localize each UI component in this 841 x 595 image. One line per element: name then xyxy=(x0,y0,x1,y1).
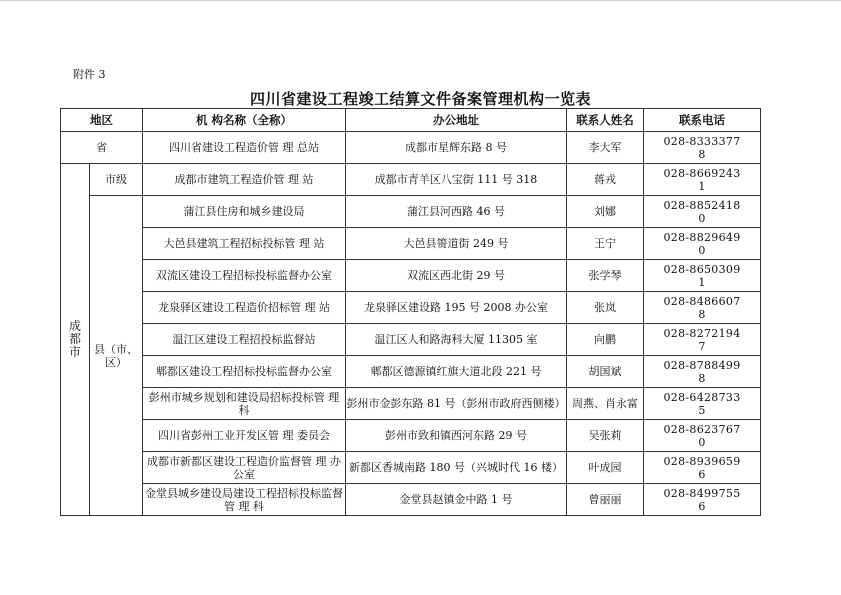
phone-line: 5 xyxy=(698,403,706,417)
org-name-cell: 彭州市城乡规划和建设局招标投标管 理 科 xyxy=(143,388,346,420)
phone-line: 028-8852418 xyxy=(663,198,741,212)
table-row xyxy=(61,292,761,324)
phone-line: 6 xyxy=(698,467,706,481)
table-row xyxy=(61,260,761,292)
region-city-label: 成都市 xyxy=(69,319,82,359)
agency-table xyxy=(60,108,761,516)
phone-line: 028-8788499 xyxy=(663,358,741,372)
header-org-name: 机 构名称（全称） xyxy=(143,109,346,132)
org-name-cell: 四川省建设工程造价管 理 总站 xyxy=(143,132,346,164)
phone-cell xyxy=(644,196,761,228)
table-row xyxy=(61,484,761,516)
top-border-line xyxy=(0,0,841,1)
org-name-cell: 双流区建设工程招标投标监督办公室 xyxy=(143,260,346,292)
contact-cell: 王宁 xyxy=(567,228,644,260)
contact-cell: 吴张莉 xyxy=(567,420,644,452)
org-name-cell: 蒲江县住房和城乡建设局 xyxy=(143,196,346,228)
address-cell: 金堂县赵镇金中路 1 号 xyxy=(346,484,567,516)
phone-cell xyxy=(644,388,761,420)
phone-line: 028-8623767 xyxy=(663,422,741,436)
org-name-cell: 成都市新都区建设工程造价监督管 理 办公室 xyxy=(143,452,346,484)
phone-cell xyxy=(644,228,761,260)
org-name-cell: 金堂县城乡建设局建设工程招标投标监督管 理 科 xyxy=(143,484,346,516)
org-name-cell: 大邑县建筑工程招标投标管 理 站 xyxy=(143,228,346,260)
org-name-cell: 郫都区建设工程招标投标监督办公室 xyxy=(143,356,346,388)
phone-cell xyxy=(644,420,761,452)
table-row xyxy=(61,132,761,164)
region-cell-province: 省 xyxy=(61,132,143,164)
org-name-cell: 温江区建设工程招投标监督站 xyxy=(143,324,346,356)
address-cell: 双流区西北街 29 号 xyxy=(346,260,567,292)
header-contact: 联系人姓名 xyxy=(567,109,644,132)
phone-line: 7 xyxy=(698,339,706,353)
table-header-row xyxy=(61,109,761,132)
table-row xyxy=(61,324,761,356)
address-cell: 成都市星辉东路 8 号 xyxy=(346,132,567,164)
table-row xyxy=(61,228,761,260)
region-cell-city-level: 市级 xyxy=(90,164,143,196)
phone-line: 028-8486607 xyxy=(663,294,741,308)
phone-line: 028-8333377 xyxy=(663,134,741,148)
phone-line: 8 xyxy=(698,147,706,161)
header-phone: 联系电话 xyxy=(644,109,761,132)
phone-line: 0 xyxy=(698,435,706,449)
phone-cell xyxy=(644,132,761,164)
contact-cell: 叶成园 xyxy=(567,452,644,484)
region-cell-county: 县（市、区） xyxy=(90,196,143,516)
contact-cell: 张岚 xyxy=(567,292,644,324)
address-cell: 彭州市致和镇西河东路 29 号 xyxy=(346,420,567,452)
org-name-cell: 四川省彭州工业开发区管 理 委员会 xyxy=(143,420,346,452)
address-cell: 新都区香城南路 180 号（兴城时代 16 楼） xyxy=(346,452,567,484)
contact-cell: 曾丽丽 xyxy=(567,484,644,516)
phone-cell xyxy=(644,452,761,484)
phone-line: 6 xyxy=(698,499,706,513)
contact-cell: 李大军 xyxy=(567,132,644,164)
contact-cell: 蒋戎 xyxy=(567,164,644,196)
header-address: 办公地址 xyxy=(346,109,567,132)
address-cell: 彭州市金彭东路 81 号（彭州市政府西侧楼） xyxy=(346,388,567,420)
org-name-cell: 龙泉驿区建设工程造价招标管 理 站 xyxy=(143,292,346,324)
address-cell: 郫都区德源镇红旗大道北段 221 号 xyxy=(346,356,567,388)
phone-cell xyxy=(644,292,761,324)
table-row xyxy=(61,420,761,452)
address-cell: 成都市青羊区八宝街 111 号 318 xyxy=(346,164,567,196)
contact-cell: 张学琴 xyxy=(567,260,644,292)
table-row xyxy=(61,196,761,228)
phone-line: 1 xyxy=(698,179,706,193)
address-cell: 龙泉驿区建设路 195 号 2008 办公室 xyxy=(346,292,567,324)
phone-line: 8 xyxy=(698,371,706,385)
phone-cell xyxy=(644,260,761,292)
address-cell: 蒲江县河西路 46 号 xyxy=(346,196,567,228)
phone-line: 028-8829649 xyxy=(663,230,741,244)
phone-line: 028-8272194 xyxy=(663,326,741,340)
contact-cell: 周燕、肖永富 xyxy=(567,388,644,420)
document-title: 四川省建设工程竣工结算文件备案管理机构一览表 xyxy=(249,90,591,108)
address-cell: 温江区人和路海科大厦 11305 室 xyxy=(346,324,567,356)
phone-line: 8 xyxy=(698,307,706,321)
contact-cell: 向鹏 xyxy=(567,324,644,356)
table-row xyxy=(61,452,761,484)
org-name-cell: 成都市建筑工程造价管 理 站 xyxy=(143,164,346,196)
phone-cell xyxy=(644,164,761,196)
phone-line: 0 xyxy=(698,243,706,257)
address-cell: 大邑县篑道街 249 号 xyxy=(346,228,567,260)
phone-cell xyxy=(644,356,761,388)
contact-cell: 胡国斌 xyxy=(567,356,644,388)
phone-line: 1 xyxy=(698,275,706,289)
table-row xyxy=(61,388,761,420)
contact-cell: 刘娜 xyxy=(567,196,644,228)
phone-line: 0 xyxy=(698,211,706,225)
phone-line: 028-8669243 xyxy=(663,166,741,180)
phone-line: 028-6428733 xyxy=(663,390,741,404)
region-cell-city xyxy=(61,164,90,516)
phone-line: 028-8939659 xyxy=(663,454,741,468)
table-row xyxy=(61,164,761,196)
phone-line: 028-8650309 xyxy=(663,262,741,276)
header-region: 地区 xyxy=(61,109,143,132)
table-row xyxy=(61,356,761,388)
phone-cell xyxy=(644,484,761,516)
attachment-label: 附件 3 xyxy=(73,68,106,81)
phone-cell xyxy=(644,324,761,356)
phone-line: 028-8499755 xyxy=(663,486,741,500)
